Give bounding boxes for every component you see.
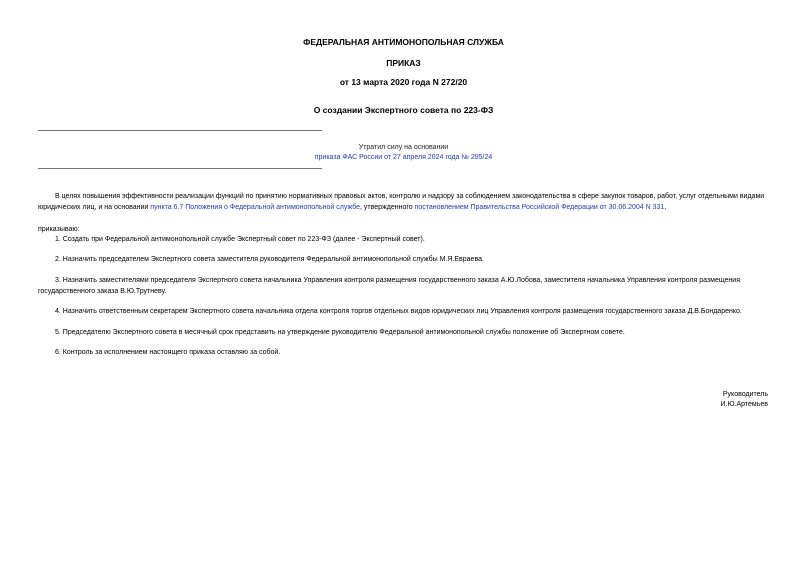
intro-paragraph: [38, 191, 768, 213]
order-item-6: 6. Контроль за исполнением настоящего приказа оставляю за собой.: [55, 349, 281, 356]
order-item-3: 3. Назначить заместителями председателя Экспертного совета начальника Управления контроля размещения государственного заказа А.Ю.Лобова, заместителя начальника Управления контроля размещения государственного заказа В.Ю.Трутневу.: [38, 277, 740, 295]
government-decree-link[interactable]: постановлением Правительства Российской Федерации от 30.06.2004 N 331: [414, 204, 665, 211]
status-note: Утратил силу на основании: [358, 144, 449, 151]
signatory-role: Руководитель: [722, 391, 768, 398]
document-date-number: от 13 марта 2020 года N 272/20: [339, 77, 468, 87]
agency-name: ФЕДЕРАЛЬНАЯ АНТИМОНОПОЛЬНАЯ СЛУЖБА: [303, 37, 504, 47]
divider-bottom: [38, 168, 322, 169]
document-title: О создании Экспертного совета по 223-ФЗ: [313, 105, 494, 115]
intro-text-2: , утвержденного: [360, 204, 415, 211]
regulation-link[interactable]: пункта 6.7 Положения о Федеральной антимонопольной службе: [150, 204, 361, 211]
signatory-name: И.Ю.Артемьев: [720, 401, 768, 408]
order-word: приказываю:: [38, 226, 80, 233]
intro-text-1: В целях повышения эффективности реализации функций по принятию нормативных правовых актов, контролю и надзору за соблюдением законодательства в сфере закупок товаров, работ, услуг отдельными видами юридических лиц, и на основании: [38, 193, 765, 211]
intro-text-3: ,: [664, 204, 667, 211]
order-item-5: 5. Председателю Экспертного совета в месячный срок представить на утверждение руководителю Федеральной антимонопольной службы положение об Экспертном совете.: [55, 329, 625, 336]
order-item-2: 2. Назначить председателем Экспертного совета заместителя руководителя Федеральной антимонопольной службы М.Я.Евраева.: [55, 256, 484, 263]
document-type: ПРИКАЗ: [386, 58, 421, 68]
repeal-order-link[interactable]: приказа ФАС России от 27 апреля 2024 года № 295/24: [314, 154, 493, 161]
order-item-1: 1. Создать при Федеральной антимонопольной службе Экспертный совет по 223-ФЗ (далее - Экспертный совет).: [55, 236, 425, 243]
order-item-4: 4. Назначить ответственным секретарем Экспертного совета начальника отдела контроля торгов отдельных видов юридических лиц Управления контроля размещения государственного заказа Д.В.Бондаренко.: [55, 308, 742, 315]
status-note-link-wrap: [0, 154, 807, 161]
divider-top: [38, 130, 322, 131]
